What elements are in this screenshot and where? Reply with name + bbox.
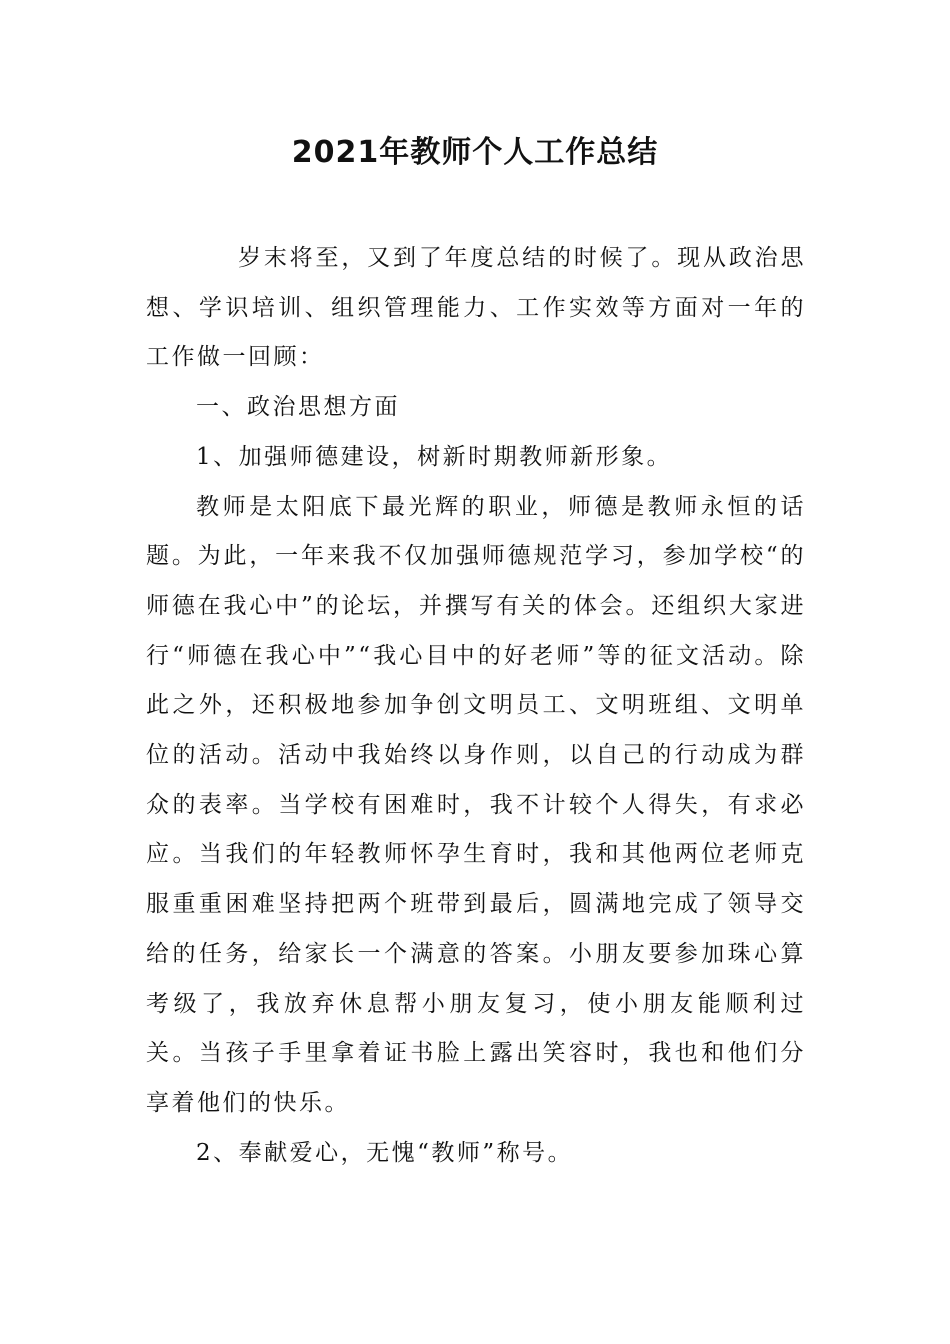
document-body: [146, 234, 806, 1178]
body-paragraph: 教师是太阳底下最光辉的职业，师德是教师永恒的话题。为此，一年来我不仅加强师德规范学习，参加学校“的师德在我心中”的论坛，并撰写有关的体会。还组织大家进行“师德在我心中”“我心目中的好老师”等的征文活动。除此之外，还积极地参加争创文明员工、文明班组、文明单位的活动。活动中我始终以身作则，以自己的行动成为群众的表率。当学校有困难时，我不计较个人得失，有求必应。当我们的年轻教师怀孕生育时，我和其他两位老师克服重重困难坚持把两个班带到最后，圆满地完成了领导交给的任务，给家长一个满意的答案。小朋友要参加珠心算考级了，我放弃休息帮小朋友复习，使小朋友能顺利过关。当孩子手里拿着证书脸上露出笑容时，我也和他们分享着他们的快乐。: [146, 493, 806, 1116]
subsection-heading-2: 2、奉献爱心，无愧“教师”称号。: [196, 1139, 574, 1166]
section-heading-political: 一、政治思想方面: [196, 394, 400, 421]
intro-paragraph: 岁末将至，又到了年度总结的时候了。现从政治思想、学识培训、组织管理能力、工作实效等方面对一年的工作做一回顾：: [146, 245, 806, 371]
subsection-heading-1: 1、加强师德建设，树新时期教师新形象。: [196, 443, 673, 470]
document-title: 2021年教师个人工作总结: [291, 135, 659, 170]
